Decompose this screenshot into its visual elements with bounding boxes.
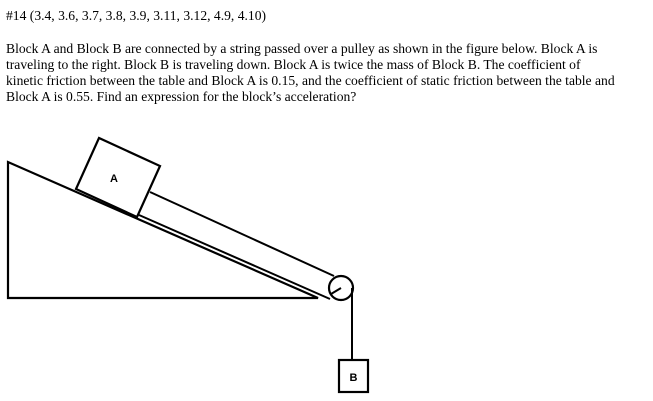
block-a-label: A — [110, 173, 118, 185]
string-upper — [150, 192, 334, 276]
problem-line: traveling to the right. Block B is traveling down. Block A is twice the mass of Block B. The coefficient of — [6, 57, 581, 72]
problem-number: #14 (3.4, 3.6, 3.7, 3.8, 3.9, 3.11, 3.12, 4.9, 4.10) — [6, 8, 267, 23]
block-b-label: B — [349, 372, 358, 384]
problem-line: Block A is 0.55. Find an expression for the block’s acceleration? — [6, 89, 357, 104]
incline-wedge — [8, 162, 318, 298]
block-a — [76, 138, 160, 217]
problem-line: kinetic friction between the table and Block A is 0.15, and the coefficient of static friction between the table and — [6, 73, 615, 88]
problem-line: Block A and Block B are connected by a string passed over a pulley as shown in the figure below. Block A is — [6, 41, 598, 56]
string-lower — [139, 215, 330, 299]
